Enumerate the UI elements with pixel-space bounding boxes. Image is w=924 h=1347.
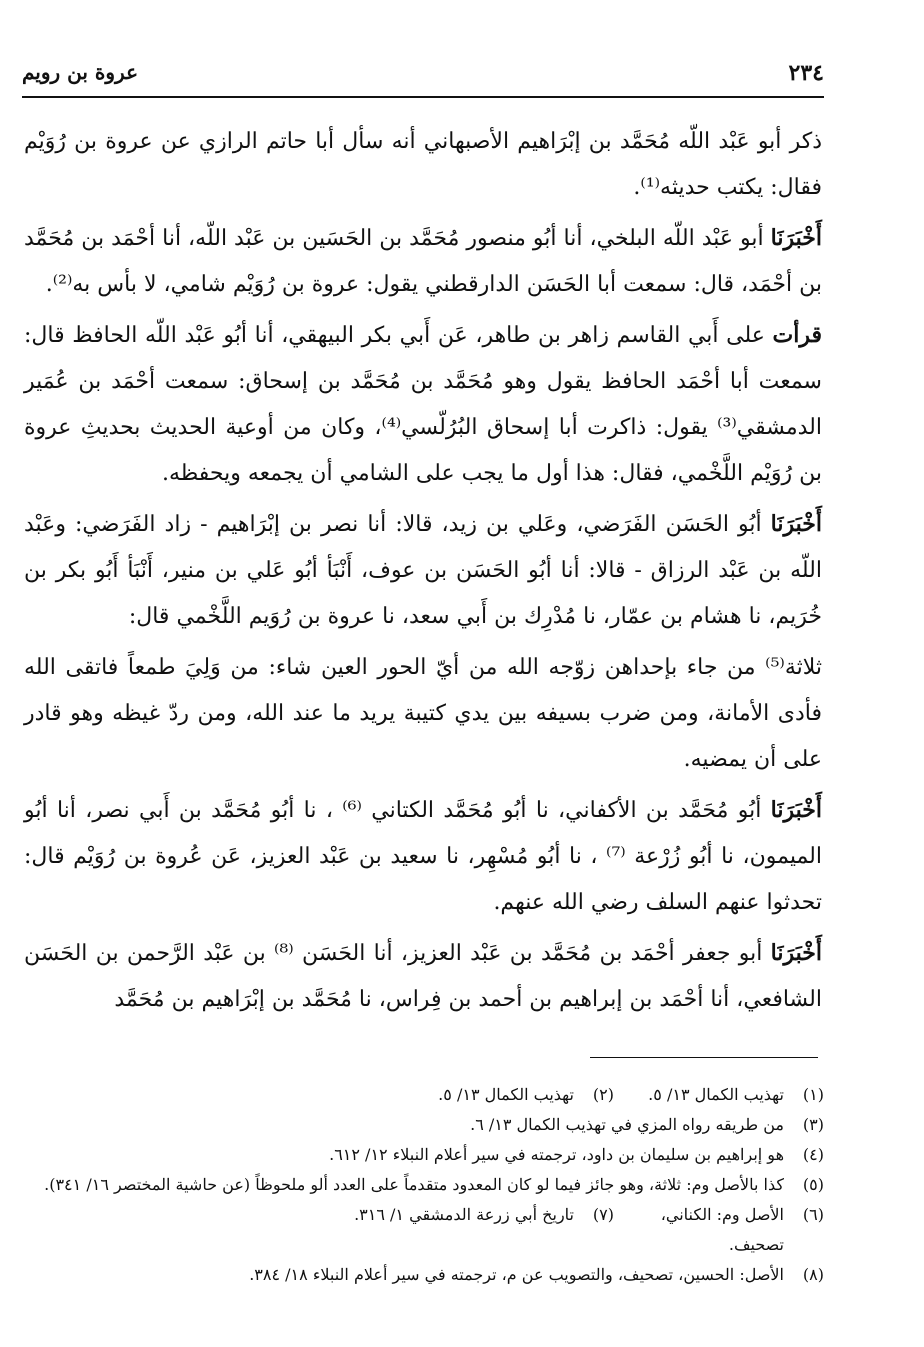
footnote-text: تهذيب الكمال ١٣/ ٥. bbox=[438, 1085, 574, 1104]
paragraph-text: أبو عَبْد اللّه البلخي، أنا أبُو منصور مُحَمَّد بن الحَسَين بن عَبْد اللّه، أنا أحْمَد بن مُحَمَّد بن أحْمَد، قال: سمعت أبا الحَسَن الدارقطني يقول: عروة بن رُوَيْم شامي، لا بأس به⁽²⁾. bbox=[24, 226, 822, 297]
paragraph bbox=[24, 501, 822, 640]
paragraph-lead: أَخْبَرَنَا bbox=[770, 797, 822, 823]
paragraph bbox=[24, 215, 822, 308]
paragraph-text: ثلاثة⁽⁵⁾ من جاء بإحداهن زوّجه الله من أيّ الحور العين شاء: من وَلِيَ طمعاً فاتقى الله فأدى الأمانة، ومن ضرب بسيفه بين يدي كتيبة يريد ما عند الله، ومن ردّ غيظه وهو قادر على أن يمضيه. bbox=[24, 655, 822, 772]
footnote bbox=[614, 1200, 824, 1260]
footnotes bbox=[24, 1080, 824, 1290]
paragraph-text: أبُو الحَسَن الفَرَضي، وعَلي بن زيد، قالا: أنا نصر بن إبْرَاهيم - زاد الفَرَضي: وعَبْد اللّه بن عَبْد الرزاق - قالا: أنا أبُو الحَسَن بن عوف، أَنْبَأ أبُو عَلي بن منير، أَنْبَأ أَبُو بكر بن خُرَيم، نا هشام بن عمّار، نا مُدْرِك بن أَبي سعد، نا عروة بن رُوَيم اللَّخْمي قال: bbox=[24, 512, 822, 629]
footnote-row bbox=[24, 1200, 824, 1260]
paragraph-lead: أَخْبَرَنَا bbox=[770, 511, 822, 537]
footnote bbox=[329, 1140, 824, 1170]
footnote-text: الأصل: الحسين، تصحيف، والتصويب عن م، ترجمته في سير أعلام النبلاء ١٨/ ٣٨٤. bbox=[249, 1265, 784, 1284]
paragraph-lead: قرأت bbox=[772, 322, 822, 348]
footnote-number: (١) bbox=[802, 1085, 824, 1104]
footnote-text: تاريخ أبي زرعة الدمشقي ١/ ٣١٦. bbox=[354, 1205, 574, 1224]
page-header bbox=[22, 56, 824, 98]
footnote-number: (٢) bbox=[592, 1085, 614, 1104]
paragraph-text: ذكر أبو عَبْد اللّه مُحَمَّد بن إبْرَاهيم الأصبهاني أنه سأل أبا حاتم الرازي عن عروة بن رُوَيْم فقال: يكتب حديثه⁽¹⁾. bbox=[24, 129, 822, 200]
footnote-text: هو إبراهيم بن سليمان بن داود، ترجمته في سير أعلام النبلاء ١٢/ ٦١٢. bbox=[329, 1145, 784, 1164]
footnote-row bbox=[24, 1140, 824, 1170]
paragraph bbox=[24, 644, 822, 783]
paragraph-text: أبو جعفر أحْمَد بن مُحَمَّد بن عَبْد العزيز، أنا الحَسَن ⁽⁸⁾ بن عَبْد الرَّحمن بن الحَسَن الشافعي، أنا أحْمَد بن إبراهيم بن أحمد بن فِراس، نا مُحَمَّد بن إبْرَاهيم بن مُحَمَّد bbox=[24, 941, 822, 1012]
footnote-text: الأصل وم: الكناني، تصحيف. bbox=[660, 1205, 784, 1254]
paragraph-text: على أَبي القاسم زاهر بن طاهر، عَن أَبي بكر البيهقي، أنا أبُو عَبْد اللّه الحافظ قال: سمعت أبا أحْمَد الحافظ يقول وهو مُحَمَّد بن مُحَمَّد بن إسحاق: سمعت أحْمَد بن عُمَير الدمشقي⁽³⁾ يقول: ذاكرت أبا إسحاق البُرُلّسي⁽⁴⁾، وكان من أوعية الحديث بحديثِ عروة بن رُوَيْم اللَّخْمي، فقال: هذا أول ما يجب على الشامي أن يجمعه ويحفظه. bbox=[24, 323, 822, 486]
footnote-number: (٤) bbox=[802, 1145, 824, 1164]
footnote-number: (٥) bbox=[802, 1175, 824, 1194]
footnote bbox=[249, 1260, 824, 1290]
paragraph bbox=[24, 930, 822, 1023]
footnote-text: تهذيب الكمال ١٣/ ٥. bbox=[648, 1085, 784, 1104]
footnote bbox=[354, 1200, 614, 1260]
footnote-text: من طريقه رواه المزي في تهذيب الكمال ١٣/ ٦. bbox=[470, 1115, 784, 1134]
footnote bbox=[470, 1110, 824, 1140]
footnote bbox=[614, 1080, 824, 1110]
footnote bbox=[44, 1170, 824, 1200]
footnote-number: (٣) bbox=[802, 1115, 824, 1134]
footnote-row bbox=[24, 1170, 824, 1200]
paragraph-text: أبُو مُحَمَّد بن الأكفاني، نا أبُو مُحَمَّد الكتاني ⁽⁶⁾ ، نا أبُو مُحَمَّد بن أَبي نصر، أنا أبُو الميمون، نا أبُو زُرْعة ⁽⁷⁾ ، نا أبُو مُسْهِر، نا سعيد بن عَبْد العزيز، عَن عُروة بن رُوَيْم قال: تحدثوا عنهم السلف رضي الله عنهم. bbox=[24, 798, 822, 915]
paragraph bbox=[24, 312, 822, 497]
footnote-row bbox=[24, 1110, 824, 1140]
footnote-row bbox=[24, 1260, 824, 1290]
paragraph bbox=[24, 787, 822, 926]
footnote-row bbox=[24, 1080, 824, 1110]
paragraph-lead: أَخْبَرَنَا bbox=[770, 225, 822, 251]
paragraph bbox=[24, 118, 822, 211]
footnote-number: (٧) bbox=[592, 1205, 614, 1224]
page-number: ٢٣٤ bbox=[788, 60, 824, 86]
footnote-number: (٨) bbox=[802, 1265, 824, 1284]
footnote bbox=[438, 1080, 614, 1110]
footnote-text: كذا بالأصل وم: ثلاثة، وهو جائز فيما لو كان المعدود متقدماً على العدد ألو ملحوظاً (عن حاشية المختصر ١٦/ ٣٤١). bbox=[44, 1175, 784, 1194]
running-title: عروة بن رويم bbox=[22, 60, 139, 84]
footnote-number: (٦) bbox=[802, 1205, 824, 1224]
main-text bbox=[24, 118, 822, 1027]
paragraph-lead: أَخْبَرَنَا bbox=[770, 940, 822, 966]
footnote-separator bbox=[590, 1057, 818, 1058]
